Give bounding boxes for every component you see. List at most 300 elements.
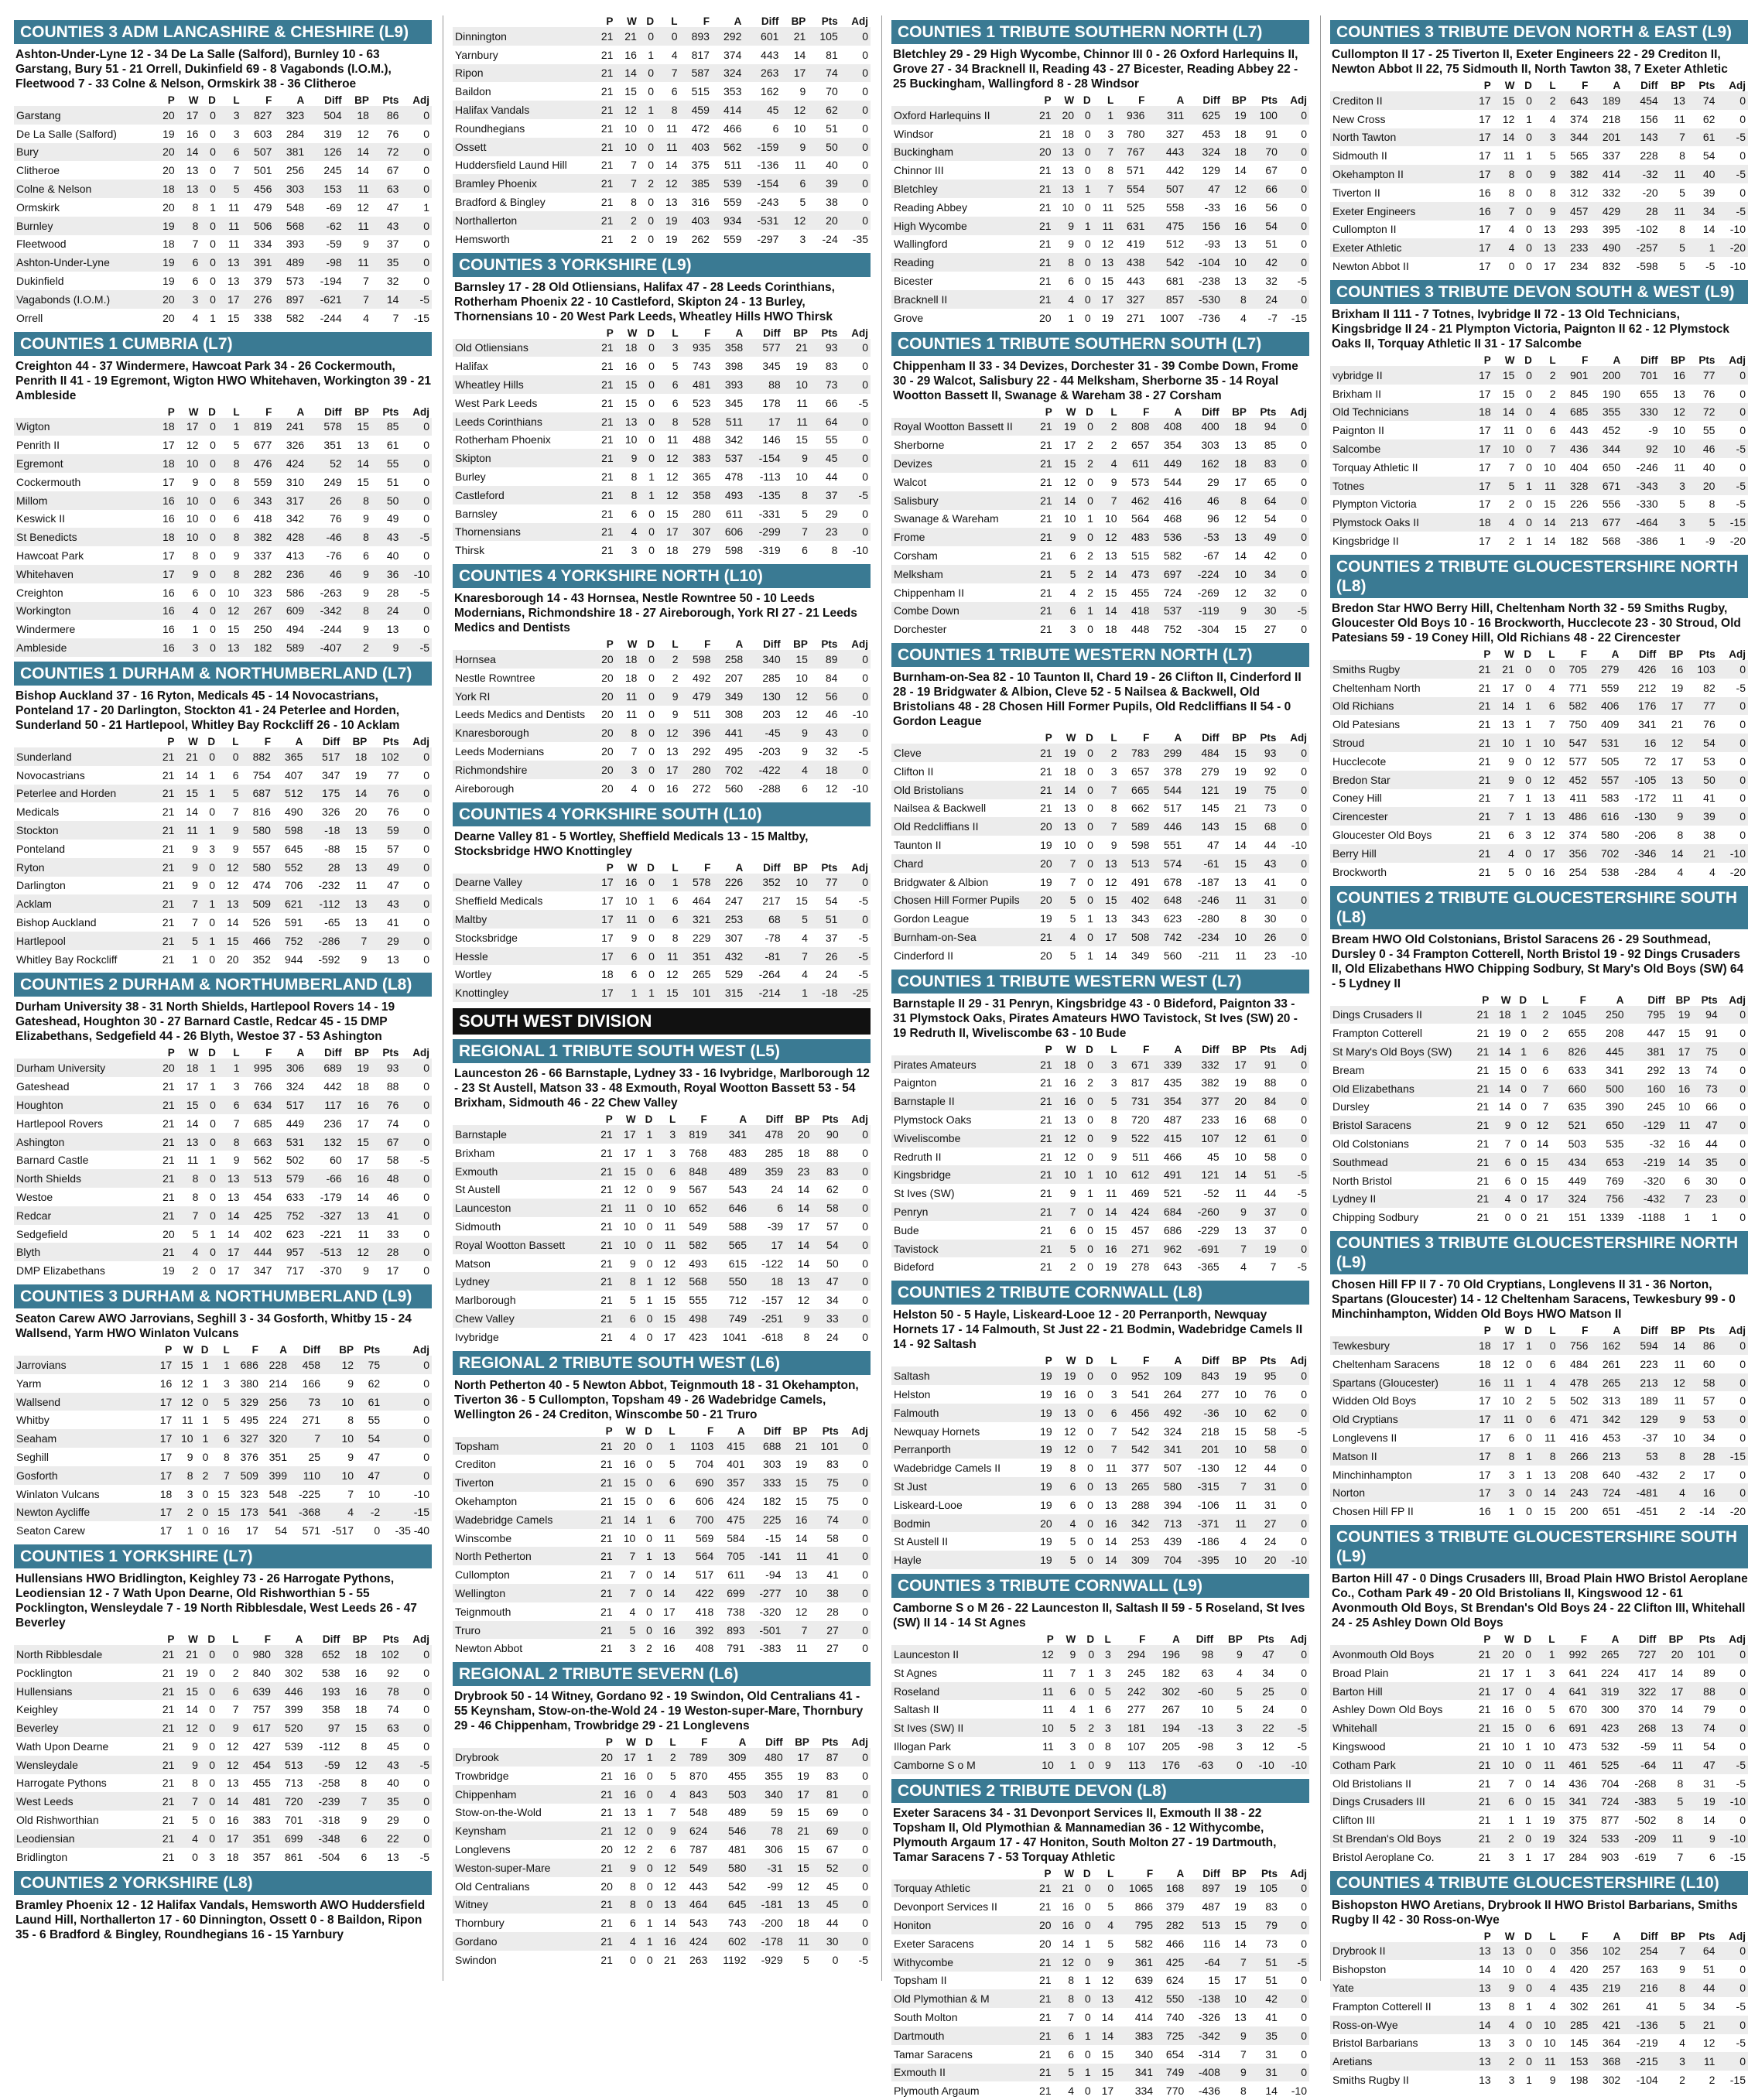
drawn: 0: [1084, 1900, 1091, 1914]
total-points: 54: [812, 1236, 840, 1254]
won: 9: [1068, 238, 1075, 251]
points-for: 789: [679, 1748, 710, 1767]
points-for: 454: [254, 1190, 272, 1203]
bonus-points: 9: [1222, 602, 1249, 621]
lost: 10: [1534, 2016, 1558, 2034]
won: 14: [177, 143, 201, 162]
table-row: [453, 156, 871, 175]
total-points: 75: [826, 1494, 839, 1507]
adjustment: -15: [1729, 2074, 1746, 2087]
adjustment: -10: [1729, 260, 1746, 273]
total-points: 13: [387, 953, 399, 966]
won: 15: [174, 1356, 195, 1374]
total-points: 76: [369, 785, 401, 803]
total-points: 47: [386, 200, 399, 214]
played: 17: [153, 1393, 174, 1411]
points-against: 539: [712, 174, 744, 193]
total-points: 37: [825, 931, 838, 944]
won: 6: [615, 1309, 638, 1328]
team-name: Ashley Down Old Boys: [1332, 1703, 1443, 1716]
won: 13: [1063, 1113, 1076, 1126]
total-points: 30: [812, 1932, 840, 1951]
adjustment: 0: [1718, 1719, 1748, 1737]
points-for: 324: [1558, 1829, 1589, 1848]
points-against: 584: [727, 1531, 745, 1544]
bonus-points: 5: [1679, 498, 1685, 511]
total-points: 77: [1685, 697, 1717, 716]
bonus-points: 5: [1679, 186, 1685, 199]
team-name: Westoe: [16, 1190, 53, 1203]
points-against: 399: [261, 1466, 289, 1485]
points-diff: -260: [1184, 1202, 1221, 1221]
drawn: 1: [1517, 807, 1534, 826]
won: 10: [624, 433, 638, 446]
points-for: 292: [693, 745, 711, 758]
bonus-points: 13: [785, 1272, 812, 1291]
played: 19: [153, 253, 177, 272]
lost: 8: [1549, 186, 1556, 199]
total-points: 20: [808, 211, 840, 230]
table-row: [453, 1602, 871, 1621]
match-results: Dearne Valley 81 - 5 Wortley, Sheffield Medicals 13 - 15 Maltby, Stocksbridge HWO Knottingley: [454, 829, 809, 858]
team-name: Hartlepool Rovers: [16, 1117, 104, 1130]
drawn-header: D: [645, 1736, 653, 1749]
lost: 8: [218, 565, 242, 583]
won: 9: [192, 879, 198, 892]
total-points: 25: [1245, 1682, 1277, 1701]
points-header: Pts: [1698, 354, 1716, 366]
points-for: 743: [693, 360, 711, 373]
points-diff: -181: [748, 1896, 785, 1914]
played: 20: [1031, 143, 1054, 162]
played: 18: [162, 238, 175, 251]
adjustment: 0: [840, 138, 871, 156]
bonus-points: 10: [783, 375, 810, 394]
total-points: 105: [1249, 1879, 1280, 1898]
drawn: 0: [639, 947, 656, 966]
team-name: Durham University: [14, 1059, 153, 1077]
team-column-header: [453, 638, 592, 650]
won: 8: [1069, 1462, 1076, 1475]
lost: 3: [1110, 764, 1117, 778]
lost: 18: [226, 1850, 239, 1863]
total-points: 42: [1249, 1989, 1280, 2008]
bonus-points: 9: [363, 238, 369, 251]
bonus-points: 11: [1674, 460, 1685, 474]
played: 21: [592, 1859, 615, 1877]
points-for: 705: [1558, 660, 1589, 679]
lost-header: L: [1542, 994, 1549, 1006]
played: 21: [592, 174, 615, 193]
bonus-points: 10: [783, 874, 810, 892]
points-for: 294: [1113, 1645, 1148, 1664]
adjustment: -15: [1291, 311, 1307, 324]
bonus-points: 16: [1223, 217, 1249, 235]
points-against: 491: [1151, 1165, 1184, 1184]
played: 21: [1031, 217, 1054, 235]
adjustment: -5: [419, 1850, 429, 1863]
table-row: [453, 1510, 871, 1529]
lost: 16: [663, 1642, 676, 1655]
diff-header: Diff: [1196, 1633, 1214, 1646]
points-for: 756: [1558, 1336, 1591, 1355]
adjustment: 0: [423, 164, 429, 177]
for-header: F: [704, 327, 711, 339]
drawn: 1: [202, 1414, 209, 1427]
match-results: Chippenham II 33 - 34 Devizes, Dorchester 31 - 39 Combe Down, Frome 30 - 29 Walcot, Salisbury 22 - 44 Melksham, Sherborne 35 - 14 Royal Wootton Bassett II, Swanage & Wareham 38 - 27 Corsham: [893, 359, 1298, 402]
points-for: 1045: [1551, 1006, 1589, 1024]
bonus-points: 11: [783, 412, 810, 431]
won: 14: [186, 768, 198, 782]
bonus-points: 12: [1661, 403, 1688, 422]
league-title: COUNTIES 3 TRIBUTE DEVON NORTH & EAST (L9): [1330, 20, 1748, 44]
points-for: 464: [693, 894, 711, 908]
drawn: 0: [1078, 928, 1095, 946]
table-row: [14, 1429, 432, 1448]
lost: 13: [1542, 792, 1555, 805]
table-row: [1330, 826, 1748, 844]
team-name: Old Rishworthian: [16, 1814, 99, 1827]
table-row: [891, 1477, 1309, 1496]
points-for: 557: [252, 842, 271, 855]
drawn: 1: [1088, 1703, 1095, 1716]
points-diff: 447: [1647, 1027, 1665, 1040]
played-header: P: [1482, 994, 1490, 1006]
team-name: Chinnor III: [894, 164, 944, 177]
points-against: 226: [713, 874, 745, 892]
won: 9: [1493, 1979, 1517, 1997]
bonus-points: 5: [799, 196, 806, 209]
adjustment: 0: [401, 418, 432, 436]
points-against: 349: [713, 687, 745, 706]
total-points: 12: [825, 782, 838, 795]
team-name: Okehampton: [455, 1494, 518, 1507]
bonus-points: 15: [1222, 817, 1249, 836]
team-name: Ponteland: [16, 842, 66, 855]
lost: 4: [1549, 1999, 1556, 2013]
played: 21: [162, 805, 175, 819]
total-points: 21: [1688, 2016, 1717, 2034]
won: 9: [1054, 217, 1077, 235]
lost: 3: [1110, 1387, 1117, 1401]
lost: 6: [1534, 697, 1557, 716]
lost: 14: [1542, 1777, 1555, 1790]
points-for: 383: [1116, 2026, 1155, 2045]
points-diff: -225: [299, 1487, 321, 1500]
points-for: 327: [232, 1429, 261, 1448]
total-points: 84: [1249, 1092, 1278, 1110]
table-row: [891, 1719, 1309, 1737]
lost: 12: [1096, 528, 1120, 546]
total-points: 53: [1703, 754, 1716, 768]
table-row: [891, 1934, 1309, 1953]
league-table: [891, 1044, 1309, 1277]
for-header: F: [1143, 1355, 1150, 1367]
lost: 14: [217, 1792, 241, 1811]
bonus-points: 10: [1223, 1989, 1249, 2008]
won: 8: [1508, 1999, 1515, 2013]
drawn: 0: [1087, 1150, 1093, 1163]
points-against: 541: [261, 1503, 289, 1521]
points-for: 843: [679, 1785, 710, 1804]
team-name: Dursley: [1332, 1100, 1370, 1113]
lost: 14: [1105, 1535, 1117, 1548]
total-points: 29: [387, 1814, 399, 1827]
played: 21: [1478, 681, 1491, 694]
points-for: 901: [1558, 366, 1591, 385]
won: 6: [1493, 1792, 1516, 1811]
points-diff: -187: [1197, 875, 1219, 888]
drawn: 0: [1078, 1645, 1096, 1664]
team-column-header: [453, 1113, 592, 1125]
points-against: 1339: [1599, 1211, 1624, 1224]
league-table: [14, 1344, 432, 1540]
for-header: F: [1143, 1043, 1150, 1055]
points-for: 483: [1120, 528, 1152, 546]
bonus-points: 16: [1234, 1113, 1247, 1126]
lost: 12: [664, 1879, 676, 1893]
match-results: Exeter Saracens 34 - 31 Devonport Services II, Exmouth II 38 - 22 Topsham II, Old Plymothian & Mannamedian 36 - 12 Withycombe, Plymouth Argaum 17 - 47 Honiton, South Molton 27 - 19 Dartmouth, Tamar Saracens 7 - 53 Torquay Athletic: [893, 1806, 1277, 1864]
table-row: [453, 1785, 871, 1804]
played: 21: [1031, 1953, 1054, 1972]
adjustment: 0: [862, 1642, 868, 1655]
team-name: St Just: [891, 1477, 1031, 1496]
lost: 6: [1534, 1410, 1558, 1428]
adjustment: 0: [423, 1190, 429, 1203]
adjustment-header: Adj: [1729, 1325, 1746, 1337]
won: 4: [631, 782, 638, 795]
points-for: 456: [242, 180, 275, 198]
lost: 16: [217, 1524, 230, 1537]
team-column-header: [14, 406, 153, 418]
played: 21: [1031, 1202, 1055, 1221]
bonus-points-header: BP: [793, 638, 808, 651]
adjustment: -10: [1718, 844, 1748, 863]
won-header: W: [627, 327, 638, 339]
played: 21: [1040, 1113, 1052, 1126]
total-points: 62: [368, 1377, 381, 1390]
bonus-points: 21: [785, 1821, 812, 1840]
points-against: 247: [724, 894, 744, 908]
total-points: 102: [369, 1645, 401, 1664]
adjustment: 0: [1278, 1240, 1309, 1258]
lost: 12: [1534, 771, 1557, 789]
team-name: Frampton Cotterell II: [1332, 1999, 1432, 2013]
table-row: [1330, 128, 1748, 147]
table-row: [891, 583, 1309, 602]
drawn: 1: [1076, 2064, 1093, 2082]
adjustment: 0: [1301, 764, 1307, 778]
bonus-points: 13: [1658, 1719, 1685, 1737]
points-against: 602: [710, 1932, 748, 1951]
points-against: 533: [1589, 1829, 1621, 1848]
played: 17: [1479, 460, 1491, 474]
bonus-points: 14: [342, 785, 369, 803]
total-points: 67: [371, 1133, 401, 1151]
bonus-points: 20: [354, 805, 368, 819]
team-name: North Petherton: [453, 1547, 592, 1565]
lost: 17: [1544, 260, 1556, 273]
total-points: 77: [1688, 366, 1717, 385]
played: 21: [1031, 454, 1055, 473]
bonus-points: 11: [1658, 1829, 1685, 1848]
bonus-points-header: BP: [793, 327, 808, 339]
played: 21: [1031, 253, 1054, 272]
won: 16: [615, 1785, 638, 1804]
adjustment-header: Adj: [412, 1633, 429, 1646]
adjustment: 0: [840, 27, 871, 46]
points-diff: 201: [1184, 1440, 1221, 1459]
lost: 11: [1544, 1431, 1556, 1444]
bonus-points: 11: [1661, 202, 1688, 221]
total-points: 51: [1249, 1165, 1278, 1184]
won: 3: [631, 544, 638, 557]
adjustment: 0: [862, 1219, 868, 1233]
points-against: 219: [1590, 1979, 1623, 1997]
played-header: P: [1044, 94, 1052, 106]
won: 15: [624, 85, 637, 98]
points-against: 623: [286, 1227, 305, 1240]
lost: 4: [1534, 1373, 1558, 1392]
total-points: 16: [1688, 1483, 1717, 1502]
points-for: 509: [232, 1466, 261, 1485]
team-name: Acklam: [14, 894, 153, 913]
table-row: [14, 1206, 432, 1225]
table-row: [891, 2045, 1309, 2064]
drawn: 0: [646, 1257, 653, 1270]
won-header: W: [1504, 1930, 1515, 1942]
team-name: North Tawton: [1330, 128, 1469, 147]
table-row: [14, 785, 432, 803]
adjustment: 0: [1739, 387, 1746, 400]
team-name: Ivybridge: [455, 1330, 499, 1343]
table-row: [453, 101, 871, 119]
points-for: 271: [1120, 1240, 1152, 1258]
column-3: [881, 15, 1309, 2098]
team-name: Falmouth: [891, 1404, 1031, 1422]
points-diff: -76: [326, 549, 342, 563]
team-name: Gordon League: [894, 912, 970, 925]
against-header: A: [737, 1425, 745, 1437]
diff-header: Diff: [1202, 1355, 1219, 1367]
lost: 9: [1110, 1150, 1117, 1163]
total-points: 89: [810, 650, 840, 669]
for-header: F: [1580, 648, 1587, 660]
lost-header: L: [669, 1736, 676, 1749]
points-for: 817: [691, 48, 710, 61]
drawn: 0: [1517, 1645, 1534, 1664]
table-row: [453, 1473, 871, 1492]
won: 7: [1508, 1777, 1514, 1790]
adjustment: 0: [402, 894, 432, 913]
bonus-points: 8: [803, 1330, 810, 1343]
adjustment: -5: [419, 586, 429, 599]
drawn: 0: [1517, 128, 1534, 147]
adjustment: 0: [1739, 1394, 1746, 1407]
bonus-points: 14: [357, 1190, 369, 1203]
adjustment: 0: [1280, 1989, 1309, 2008]
lost: 20: [226, 953, 239, 966]
lost: 3: [1096, 1645, 1113, 1664]
won: 11: [182, 1414, 193, 1427]
match-results: Bishopston HWO Aretians, Drybrook II HWO Bristol Barbarians, Smiths Rugby II 42 - 30 Ross-on-Wye: [1332, 1898, 1738, 1927]
total-points: 92: [1264, 764, 1277, 778]
total-points: 44: [1264, 1187, 1277, 1200]
bonus-points: 9: [363, 1264, 369, 1277]
won: 12: [186, 439, 199, 452]
won: 16: [616, 874, 640, 892]
lost: 4: [1534, 1979, 1558, 1997]
played: 21: [1031, 2026, 1054, 2045]
points-for: 700: [678, 1510, 717, 1529]
won: 10: [1493, 1756, 1516, 1774]
against-header: A: [1613, 1930, 1621, 1942]
points-for: 488: [693, 433, 711, 446]
table-row: [1330, 1024, 1748, 1042]
points-against: 538: [1601, 865, 1620, 878]
table-row: [14, 620, 432, 638]
adjustment: 0: [1717, 2016, 1748, 2034]
drawn: 0: [1526, 1963, 1532, 1976]
team-name: Keswick II: [16, 512, 66, 525]
played: 21: [592, 211, 615, 230]
lost: 19: [1542, 1814, 1555, 1827]
bonus-points: 8: [344, 528, 371, 546]
adjustment: 0: [1739, 186, 1746, 199]
points-against: 582: [286, 311, 305, 324]
table-row: [891, 2026, 1309, 2045]
adjustment: 0: [1278, 1055, 1309, 1074]
bonus-points: 8: [1222, 491, 1249, 510]
total-points: 88: [386, 1080, 399, 1093]
lost: 15: [1101, 275, 1114, 288]
played: 19: [1040, 839, 1052, 851]
points-diff: -200: [761, 1917, 783, 1930]
points-for: 526: [252, 915, 271, 929]
team-name: Bideford: [894, 1260, 935, 1274]
points-diff: -330: [1636, 498, 1658, 511]
drawn: 1: [1525, 1739, 1532, 1753]
adjustment: 0: [862, 85, 868, 98]
drawn-header: D: [647, 638, 655, 651]
won-header: W: [627, 15, 637, 27]
points-for: 503: [1568, 1137, 1586, 1150]
total-points: 24: [371, 602, 401, 621]
lost: 12: [657, 723, 681, 742]
won: 8: [615, 1272, 638, 1291]
drawn: 2: [646, 1843, 653, 1856]
won: 4: [1491, 1189, 1513, 1208]
league-table: [453, 862, 871, 1003]
drawn: 0: [1076, 1879, 1093, 1898]
points-against: 724: [1590, 1483, 1623, 1502]
points-for: 459: [680, 101, 712, 119]
team-name: South Molton: [894, 2011, 958, 2024]
adjustment: 0: [1278, 528, 1309, 546]
won: 9: [631, 931, 638, 944]
points-against: 500: [1589, 1079, 1627, 1098]
total-points: 51: [1265, 1974, 1278, 1987]
points-for: 935: [681, 339, 713, 357]
total-points: 64: [810, 412, 840, 431]
played: 20: [1031, 854, 1055, 873]
points-diff: 688: [747, 1437, 784, 1455]
bonus-points: 8: [344, 491, 371, 510]
points-against: 586: [286, 586, 305, 599]
drawn: 0: [1525, 754, 1532, 768]
team-name: Kingsbridge II: [1332, 535, 1399, 548]
points-against: 342: [286, 512, 305, 525]
